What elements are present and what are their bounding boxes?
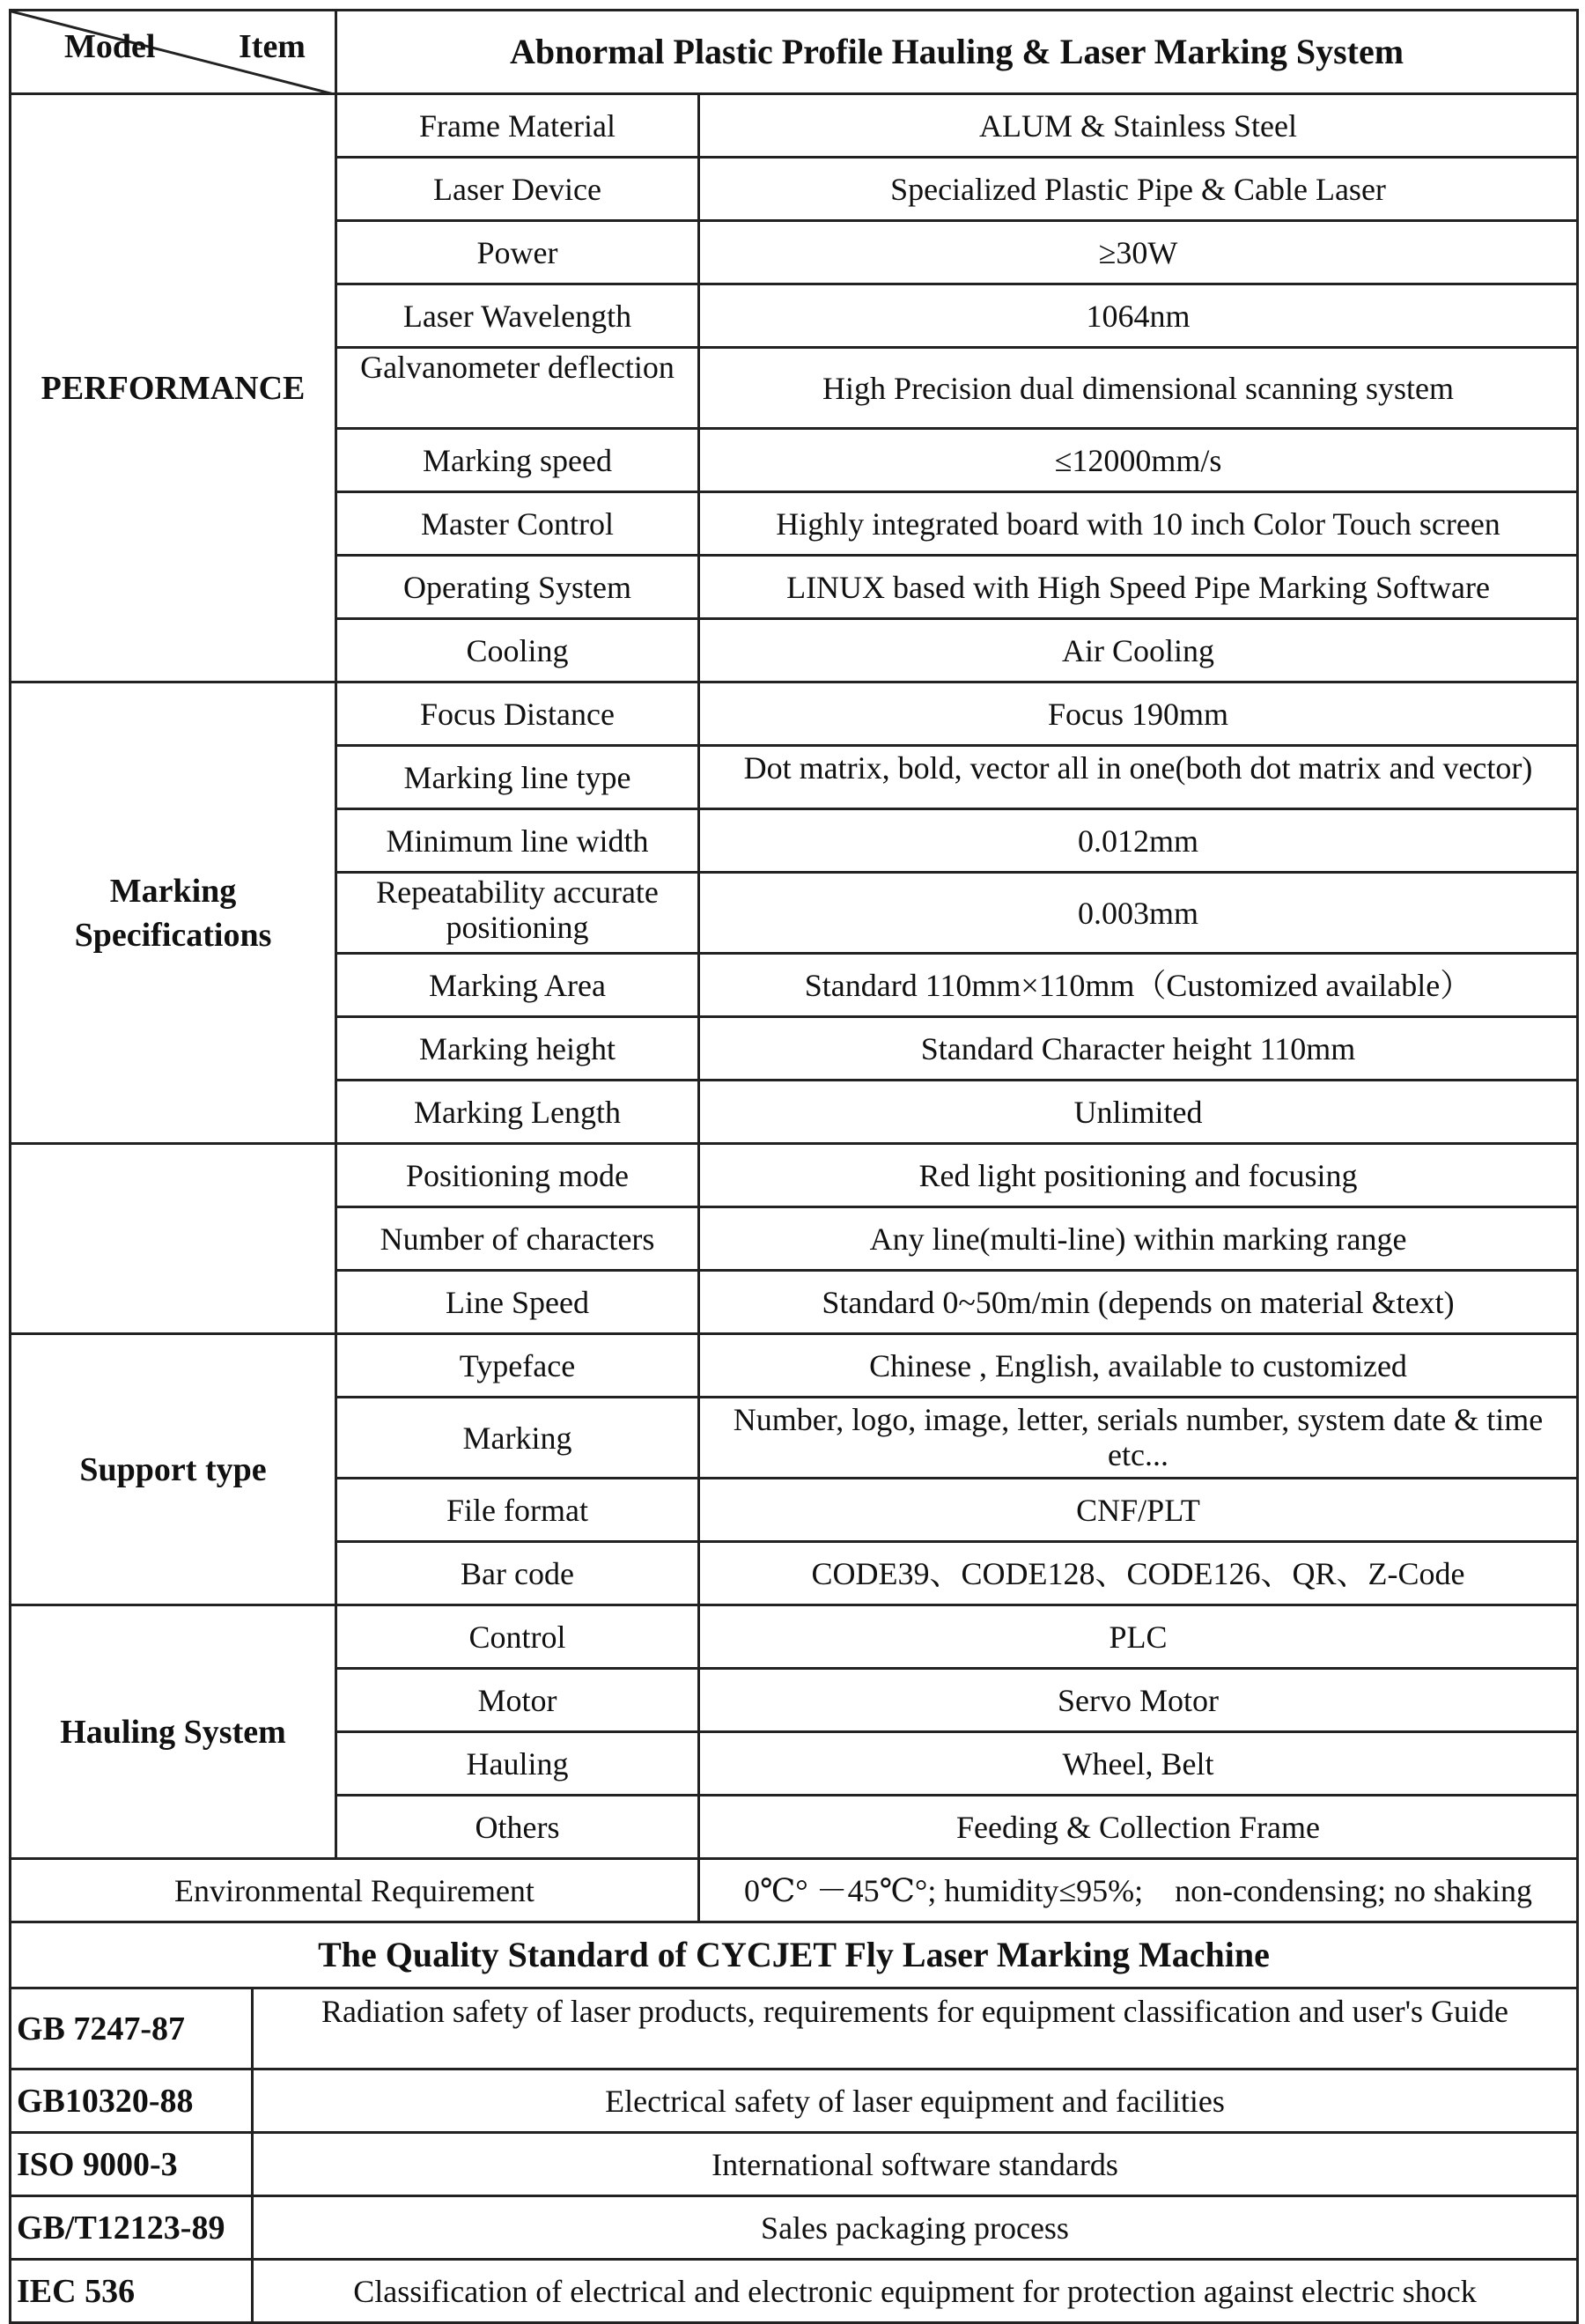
model-label: Model	[64, 28, 156, 65]
value-cell: Focus 190mm	[699, 682, 1578, 746]
group-blank	[11, 1144, 336, 1334]
value-cell: Any line(multi-line) within marking range	[699, 1207, 1578, 1271]
table-row	[11, 1334, 1578, 1398]
standard-code: IEC 536	[11, 2260, 253, 2323]
item-cell: Motor	[336, 1669, 699, 1732]
standard-description-text: Radiation safety of laser products, requirements for equipment classification and user's Guide	[321, 1993, 1509, 2029]
table-row	[11, 1144, 1578, 1207]
standard-description: Sales packaging process	[253, 2196, 1578, 2260]
value-cell: ≤12000mm/s	[699, 429, 1578, 492]
item-cell: Master Control	[336, 492, 699, 556]
item-cell: Frame Material	[336, 94, 699, 158]
value-cell: High Precision dual dimensional scanning system	[699, 348, 1578, 429]
standard-code: GB10320-88	[11, 2069, 253, 2133]
value-cell	[699, 746, 1578, 809]
item-cell: Control	[336, 1605, 699, 1669]
item-cell: Power	[336, 221, 699, 284]
item-cell: Bar code	[336, 1542, 699, 1605]
value-cell: PLC	[699, 1605, 1578, 1669]
value-cell: Air Cooling	[699, 619, 1578, 682]
spec-table	[9, 9, 1579, 1923]
value-cell: LINUX based with High Speed Pipe Marking Software	[699, 556, 1578, 619]
standard-row	[11, 1988, 1578, 2069]
value-cell: 0.012mm	[699, 809, 1578, 873]
value-cell: Standard 0~50m/min (depends on material &text)	[699, 1271, 1578, 1334]
value-cell: 0.003mm	[699, 873, 1578, 954]
value-cell: Standard Character height 110mm	[699, 1017, 1578, 1081]
standard-code: ISO 9000-3	[11, 2133, 253, 2196]
group-performance: PERFORMANCE	[11, 94, 336, 682]
value-cell: CNF/PLT	[699, 1479, 1578, 1542]
item-cell	[336, 348, 699, 429]
standard-row	[11, 2133, 1578, 2196]
standard-row	[11, 2069, 1578, 2133]
item-cell: Marking	[336, 1398, 699, 1479]
standard-code: GB/T12123-89	[11, 2196, 253, 2260]
item-cell: Minimum line width	[336, 809, 699, 873]
group-marking-specifications	[11, 682, 336, 1144]
value-text: Dot matrix, bold, vector all in one(both dot matrix and vector)	[743, 749, 1533, 786]
header-row	[11, 11, 1578, 94]
standard-row	[11, 2196, 1578, 2260]
value-cell: Specialized Plastic Pipe & Cable Laser	[699, 158, 1578, 221]
standards-title: The Quality Standard of CYCJET Fly Laser Marking Machine	[11, 1922, 1578, 1988]
value-cell: Standard 110mm×110mm（Customized available）	[699, 954, 1578, 1017]
item-cell: File format	[336, 1479, 699, 1542]
item-cell: Positioning mode	[336, 1144, 699, 1207]
item-cell: Hauling	[336, 1732, 699, 1796]
value-cell: CODE39、CODE128、CODE126、QR、Z-Code	[699, 1542, 1578, 1605]
group-label-line2: Specifications	[74, 916, 272, 954]
item-cell: Line Speed	[336, 1271, 699, 1334]
environment-row	[11, 1859, 1578, 1922]
model-item-corner-cell	[11, 11, 336, 94]
item-label: Item	[239, 28, 306, 65]
spec-sheet	[9, 9, 1576, 2324]
item-cell: Laser Wavelength	[336, 284, 699, 348]
table-row	[11, 682, 1578, 746]
standard-code: GB 7247-87	[11, 1988, 253, 2069]
item-cell: Laser Device	[336, 158, 699, 221]
value-cell: Feeding & Collection Frame	[699, 1796, 1578, 1859]
item-cell: Operating System	[336, 556, 699, 619]
standard-description: International software standards	[253, 2133, 1578, 2196]
value-cell: ≥30W	[699, 221, 1578, 284]
item-text: Galvanometer deflection	[360, 349, 675, 385]
item-cell: Others	[336, 1796, 699, 1859]
value-cell: Chinese , English, available to customized	[699, 1334, 1578, 1398]
standard-description	[253, 1988, 1578, 2069]
value-cell	[699, 1398, 1578, 1479]
group-label-line1: Marking	[109, 872, 237, 910]
item-cell: Cooling	[336, 619, 699, 682]
standard-row	[11, 2260, 1578, 2323]
standards-title-row	[11, 1922, 1578, 1988]
table-row	[11, 94, 1578, 158]
value-cell: 1064nm	[699, 284, 1578, 348]
value-cell: ALUM & Stainless Steel	[699, 94, 1578, 158]
value-cell: Wheel, Belt	[699, 1732, 1578, 1796]
item-cell: Marking speed	[336, 429, 699, 492]
table-title: Abnormal Plastic Profile Hauling & Laser Marking System	[336, 11, 1578, 94]
item-cell: Number of characters	[336, 1207, 699, 1271]
item-cell: Typeface	[336, 1334, 699, 1398]
item-cell	[336, 873, 699, 954]
value-text: Number, logo, image, letter, serials number, system date & time etc...	[733, 1401, 1544, 1472]
item-cell: Focus Distance	[336, 682, 699, 746]
value-cell: Unlimited	[699, 1081, 1578, 1144]
item-cell: Marking height	[336, 1017, 699, 1081]
value-cell: Highly integrated board with 10 inch Color Touch screen	[699, 492, 1578, 556]
standard-description: Classification of electrical and electronic equipment for protection against electric shock	[253, 2260, 1578, 2323]
environment-value: 0℃° －45℃°; humidity≤95%; non-condensing; no shaking	[699, 1859, 1578, 1922]
group-support-type: Support type	[11, 1334, 336, 1605]
item-cell: Marking Length	[336, 1081, 699, 1144]
quality-standards-table	[9, 1921, 1579, 2324]
value-cell: Servo Motor	[699, 1669, 1578, 1732]
standard-description: Electrical safety of laser equipment and facilities	[253, 2069, 1578, 2133]
table-row	[11, 1605, 1578, 1669]
environment-label: Environmental Requirement	[11, 1859, 699, 1922]
item-cell: Marking Area	[336, 954, 699, 1017]
item-cell: Marking line type	[336, 746, 699, 809]
value-cell: Red light positioning and focusing	[699, 1144, 1578, 1207]
group-hauling-system: Hauling System	[11, 1605, 336, 1859]
item-text: Repeatability accurate positioning	[376, 874, 659, 945]
